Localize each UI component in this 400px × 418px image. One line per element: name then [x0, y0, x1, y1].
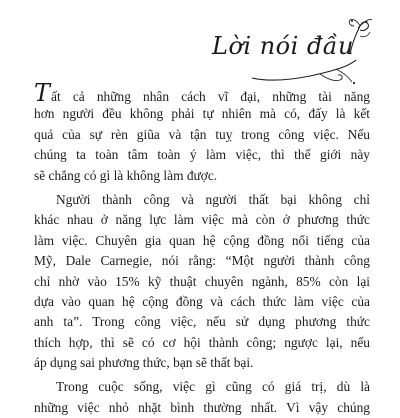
- text-line: Tất cả những nhân cách vĩ đại, những tài năng: [34, 79, 370, 107]
- text-line: sẽ chẳng có gì là không làm được.: [34, 167, 218, 183]
- text-line: khác nhau ở năng lực làm việc mà còn ở phương thức: [34, 212, 370, 228]
- text-line: làm việc. Chuyên gia quan hệ cộng đồng nổi tiếng của: [34, 232, 370, 248]
- text-line: anh ta”. Trong công việc, nếu sử dụng phương thức: [34, 314, 370, 330]
- text-line: chỉ nhờ vào 15% kỹ thuật chuyên ngành, 85% còn lại: [34, 273, 370, 289]
- text-line: Trong cuộc sống, việc gì cũng có giá trị, dù là: [56, 379, 370, 395]
- text-line: Mỹ, Dale Carnegie, nói rằng: “Một người thành công: [34, 253, 370, 269]
- text-line: thích hợp, thì sẽ có cơ hội thành công; ngược lại, nếu: [34, 334, 370, 350]
- paragraph-3: [34, 377, 370, 418]
- text-line: dựa vào quan hệ cộng đồng và cách thức làm việc của: [34, 293, 370, 309]
- body-text: [34, 79, 370, 418]
- text-line: quả của sự rèn giũa và tận tuỵ trong công việc. Nếu: [34, 126, 370, 142]
- text-line: chúng ta toàn tâm toàn ý làm việc, thì thế giới này: [34, 147, 370, 163]
- paragraph-2: [34, 190, 370, 374]
- text-line: hơn người đều không phải tự nhiên mà có, đấy là kết: [34, 106, 370, 122]
- text-line: những việc nhỏ nhặt bình thường nhất. Vì vậy chúng: [34, 399, 370, 415]
- page-title: Lời nói đầu: [212, 32, 354, 60]
- text-line: Người thành công và người thất bại không chỉ: [56, 191, 370, 207]
- paragraph-1: [34, 79, 370, 186]
- text-line: áp dụng sai phương thức, bạn sẽ thất bại.: [34, 355, 254, 371]
- drop-cap: T: [34, 79, 51, 107]
